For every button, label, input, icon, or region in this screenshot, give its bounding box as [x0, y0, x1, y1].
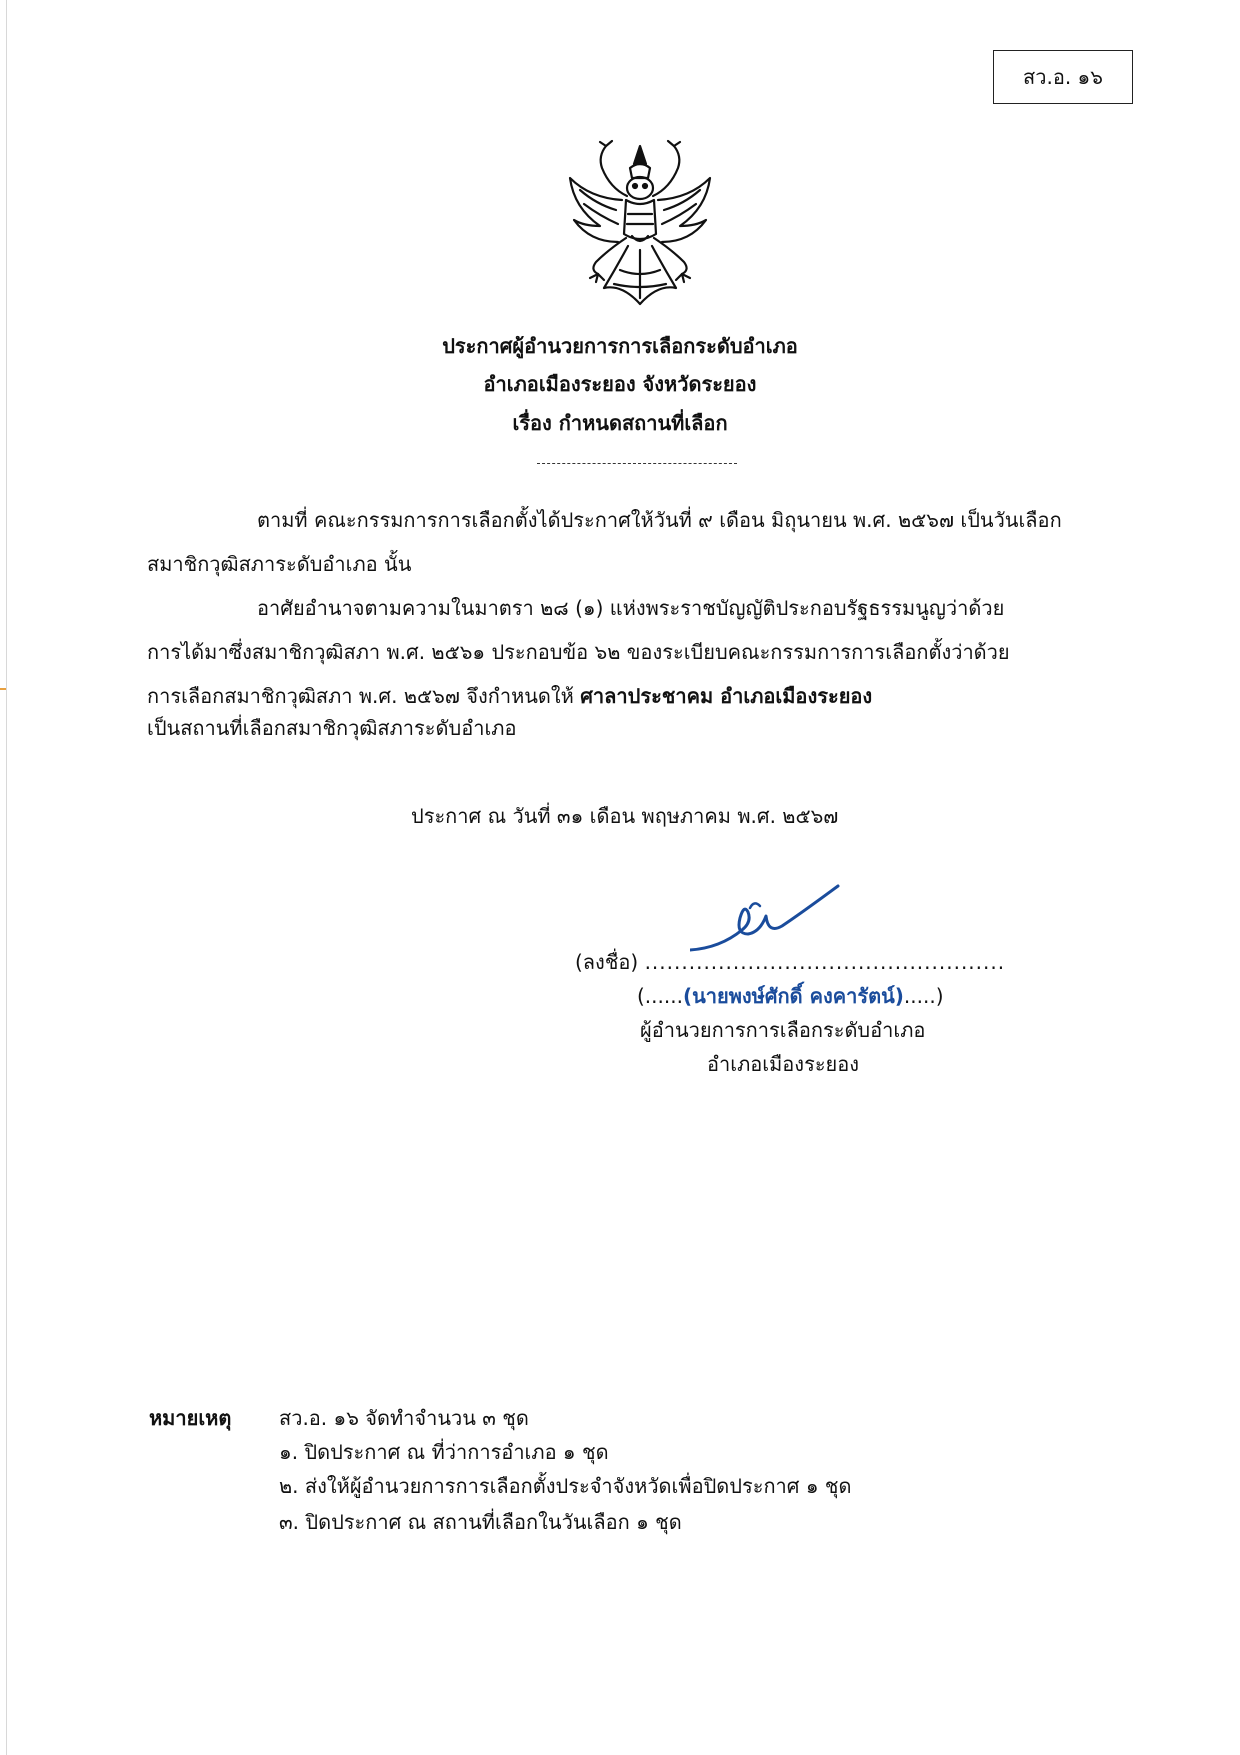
paragraph-2-line-4: เป็นสถานที่เลือกสมาชิกวุฒิสภาระดับอำเภอ: [147, 716, 517, 740]
signature-label: (ลงชื่อ): [575, 950, 639, 974]
form-code-box: [993, 50, 1133, 104]
signatory-name: (นายพงษ์ศักดิ์ คงคารัตน์): [682, 984, 904, 1008]
signatory-title: ผู้อำนวยการการเลือกระดับอำเภอ: [640, 1018, 926, 1042]
remarks-item: สว.อ. ๑๖ จัดทำจำนวน ๓ ชุด: [279, 1406, 529, 1430]
name-open: (......: [637, 984, 683, 1008]
signatory-district: อำเภอเมืองระยอง: [707, 1052, 860, 1076]
remarks-label: หมายเหตุ: [149, 1406, 232, 1430]
announcement-date: ประกาศ ณ วันที่ ๓๑ เดือน พฤษภาคม พ.ศ. ๒๕๖๗: [411, 804, 839, 828]
paragraph-2-line-2: การได้มาซึ่งสมาชิกวุฒิสภา พ.ศ. ๒๕๖๑ ประกอบข้อ ๖๒ ของระเบียบคณะกรรมการการเลือกตั้งว่าด้วย: [147, 640, 1010, 664]
margin-mark: [0, 688, 6, 690]
signature-line: [575, 946, 1005, 978]
paragraph-2-line-3-text: การเลือกสมาชิกวุฒิสภา พ.ศ. ๒๕๖๗ จึงกำหนดให้: [147, 684, 581, 708]
announcement-subject: เรื่อง กำหนดสถานที่เลือก: [512, 411, 728, 435]
announcement-title: ประกาศผู้อำนวยการการเลือกระดับอำเภอ: [442, 334, 798, 358]
paragraph-1-line-2: สมาชิกวุฒิสภาระดับอำเภอ นั้น: [147, 552, 412, 576]
page-edge: [6, 0, 7, 1755]
remarks-item: ๓. ปิดประกาศ ณ สถานที่เลือกในวันเลือก ๑ ชุด: [279, 1510, 682, 1534]
remarks-item: ๑. ปิดประกาศ ณ ที่ว่าการอำเภอ ๑ ชุด: [279, 1440, 609, 1464]
paragraph-2-line-3: [147, 680, 872, 712]
signatory-name-line: [637, 980, 944, 1012]
garuda-emblem-icon: [560, 138, 720, 310]
venue-name: ศาลาประชาคม อำเภอเมืองระยอง: [580, 684, 873, 708]
announcement-district: อำเภอเมืองระยอง จังหวัดระยอง: [483, 372, 757, 396]
title-separator: [537, 463, 737, 464]
name-close: .....): [903, 984, 944, 1008]
signature-dots: .................................................: [644, 950, 1006, 974]
form-code: สว.อ. ๑๖: [1023, 65, 1103, 89]
paragraph-2-line-1: อาศัยอำนาจตามความในมาตรา ๒๘ (๑) แห่งพระราชบัญญัติประกอบรัฐธรรมนูญว่าด้วย: [257, 596, 1005, 620]
paragraph-1-line-1: ตามที่ คณะกรรมการการเลือกตั้งได้ประกาศให้วันที่ ๙ เดือน มิถุนายน พ.ศ. ๒๕๖๗ เป็นวันเลือก: [257, 508, 1062, 532]
remarks-item: ๒. ส่งให้ผู้อำนวยการการเลือกตั้งประจำจังหวัดเพื่อปิดประกาศ ๑ ชุด: [279, 1474, 852, 1498]
